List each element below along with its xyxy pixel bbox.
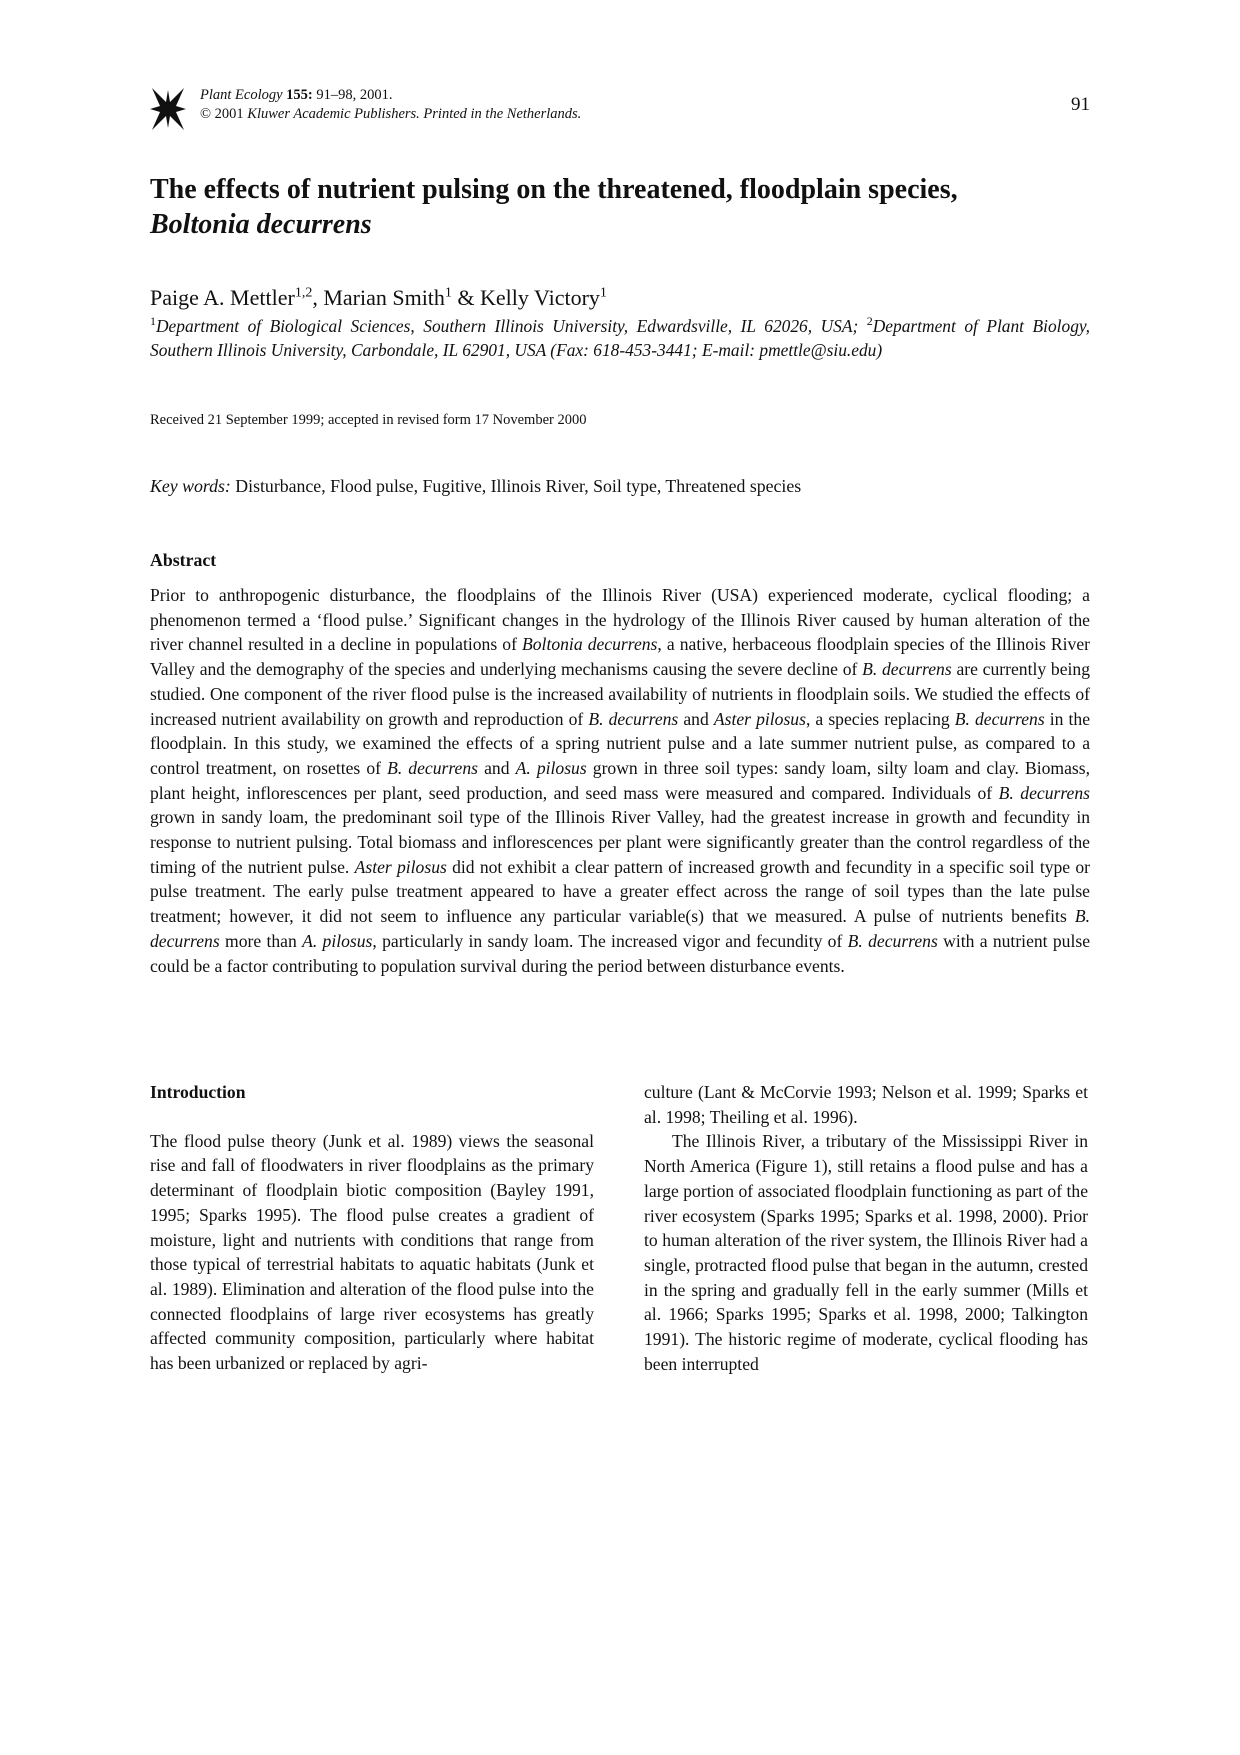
affil-1-mark: 1 <box>150 314 156 329</box>
publisher-logo-icon <box>150 88 186 130</box>
species-name: Aster pilosus <box>713 708 806 729</box>
species-name: A. pilosus <box>302 930 373 951</box>
abstract-text: with a nutrient pulse could be a factor contributing to population survival during the period between disturbance events. <box>150 930 1091 976</box>
introduction-heading: Introduction <box>150 1082 246 1102</box>
copyright-year: © 2001 <box>200 106 244 122</box>
species-name: A. pilosus <box>515 757 587 778</box>
affil-2-mark: 2 <box>866 314 873 329</box>
abstract-text: , particularly in sandy loam. The increased vigor and fecundity of <box>372 930 848 951</box>
abstract-text: and <box>678 708 714 729</box>
publisher-name: Kluwer Academic Publishers. Printed in the Netherlands. <box>247 106 582 122</box>
journal-header <box>150 86 1090 136</box>
author-1: Paige A. Mettler <box>150 285 295 310</box>
abstract-text: grown in sandy loam, the predominant soil type of the Illinois River Valley, had the greatest increase in growth and fecundity in response to nutrient pulsing. Total biomass and inflorescences per plant were significantly greater than the control regardless of the timing of the nutrient pulse. <box>150 807 1090 877</box>
copyright-line <box>200 105 581 124</box>
abstract-text: in the floodplain. In this study, we examined the effects of a spring nutrient pulse and a late summer nutrient pulse, as compared to a control treatment, on rosettes of <box>150 708 1091 778</box>
journal-volume: 155: <box>286 87 313 103</box>
abstract-text: , a native, herbaceous floodplain species of the Illinois River Valley and the demography of the species and underlying mechanisms causing the severe decline of <box>150 634 1091 680</box>
abstract-heading: Abstract <box>150 550 217 570</box>
species-name: B. decurrens <box>588 708 679 729</box>
author-2: , Marian Smith <box>312 285 445 310</box>
page-number: 91 <box>1071 94 1090 115</box>
intro-paragraph-continued: culture (Lant & McCorvie 1993; Nelson et al. 1999; Sparks et al. 1998; Theiling et al. 1996). <box>644 1082 1088 1127</box>
abstract-text: are currently being studied. One component of the river flood pulse is the increased availability of nutrients in floodplain soils. We studied the effects of increased nutrient availability on growth and reproduction of <box>150 659 1090 729</box>
abstract-text: more than <box>219 930 303 951</box>
species-name: B. decurrens <box>862 659 952 680</box>
abstract-text: did not exhibit a clear pattern of increased growth and fecundity in a specific soil type or pulse treatment. The early pulse treatment appeared to have a greater effect across the range of soil types than the late pulse treatment; however, it did not seem to influence any particular variable(s) that we measured. A pulse of nutrients benefits <box>150 856 1091 927</box>
abstract-text: and <box>478 757 516 778</box>
title-line-2: Boltonia decurrens <box>150 209 372 240</box>
species-name: B. decurrens <box>954 708 1045 729</box>
abstract-text: Prior to anthropogenic disturbance, the floodplains of the Illinois River (USA) experienced moderate, cyclical flooding; a phenomenon termed a ‘flood pulse.’ Significant changes in the hydrology of the Illinois River caused by human alteration of the river channel resulted in a decline in populations of <box>150 585 1090 655</box>
species-name: B. decurrens <box>150 906 1090 951</box>
intro-left-column <box>150 1080 594 1376</box>
journal-line <box>200 86 581 105</box>
affil-1-text: Department of Biological Sciences, Southern Illinois University, Edwardsville, IL 62026, USA; <box>156 316 867 336</box>
species-name: Boltonia decurrens <box>522 634 658 655</box>
author-3-affil: 1 <box>599 285 607 301</box>
affiliations <box>150 314 1090 362</box>
species-name: B. decurrens <box>847 930 938 951</box>
paper-title <box>150 172 1090 242</box>
author-1-affil: 1,2 <box>294 285 313 301</box>
intro-right-column <box>644 1080 1088 1376</box>
author-list <box>150 284 607 312</box>
intro-paragraph: The Illinois River, a tributary of the Mississippi River in North America (Figure 1), still retains a flood pulse and has a large portion of associated floodplain functioning as part of the river ecosystem (Sparks 1995; Sparks et al. 1998, 2000). Prior to human alteration of the river system, the Illinois River had a single, protracted flood pulse that began in the autumn, crested in the spring and gradually fell in the early summer (Mills et al. 1966; Sparks 1995; Sparks et al. 1998, 2000; Talkington 1991). The historic regime of moderate, cyclical flooding has been interrupted <box>644 1131 1088 1374</box>
species-name: Aster pilosus <box>354 856 447 877</box>
abstract-text: grown in three soil types: sandy loam, silty loam and clay. Biomass, plant height, inflorescences per plant, seed production, and seed mass were measured and compared. Individuals of <box>150 757 1091 803</box>
keywords-text: Disturbance, Flood pulse, Fugitive, Illinois River, Soil type, Threatened species <box>230 476 802 496</box>
journal-name: Plant Ecology <box>200 87 283 103</box>
author-3: & Kelly Victory <box>451 285 600 310</box>
affil-2-text: Department of Plant Biology, Southern Illinois University, Carbondale, IL 62901, USA (Fax: 618-453-3441; E-mail: pmettle@siu.edu) <box>150 316 1090 360</box>
received-dates: Received 21 September 1999; accepted in revised form 17 November 2000 <box>150 412 587 428</box>
abstract-text: , a species replacing <box>805 708 955 729</box>
journal-citation <box>200 86 581 124</box>
intro-paragraph: The flood pulse theory (Junk et al. 1989) views the seasonal rise and fall of floodwaters in river floodplains as the primary determinant of floodplain biotic composition (Bayley 1991, 1995; Sparks 1995). The flood pulse creates a gradient of moisture, light and nutrients with conditions that range from those typical of terrestrial habitats to aquatic habitats (Junk et al. 1989). Elimination and alteration of the flood pulse into the connected floodplains of large river ecosystems has greatly affected community composition, particularly where habitat has been urbanized or replaced by agri- <box>150 1130 594 1374</box>
species-name: B. decurrens <box>387 757 479 778</box>
abstract-body <box>150 583 1090 978</box>
title-line-1: The effects of nutrient pulsing on the threatened, floodplain species, <box>150 174 958 205</box>
species-name: B. decurrens <box>998 782 1090 803</box>
keywords-label: Key words: <box>150 476 231 496</box>
keywords <box>150 476 801 497</box>
journal-pages: 91–98, 2001. <box>316 87 393 103</box>
author-2-affil: 1 <box>444 285 452 301</box>
